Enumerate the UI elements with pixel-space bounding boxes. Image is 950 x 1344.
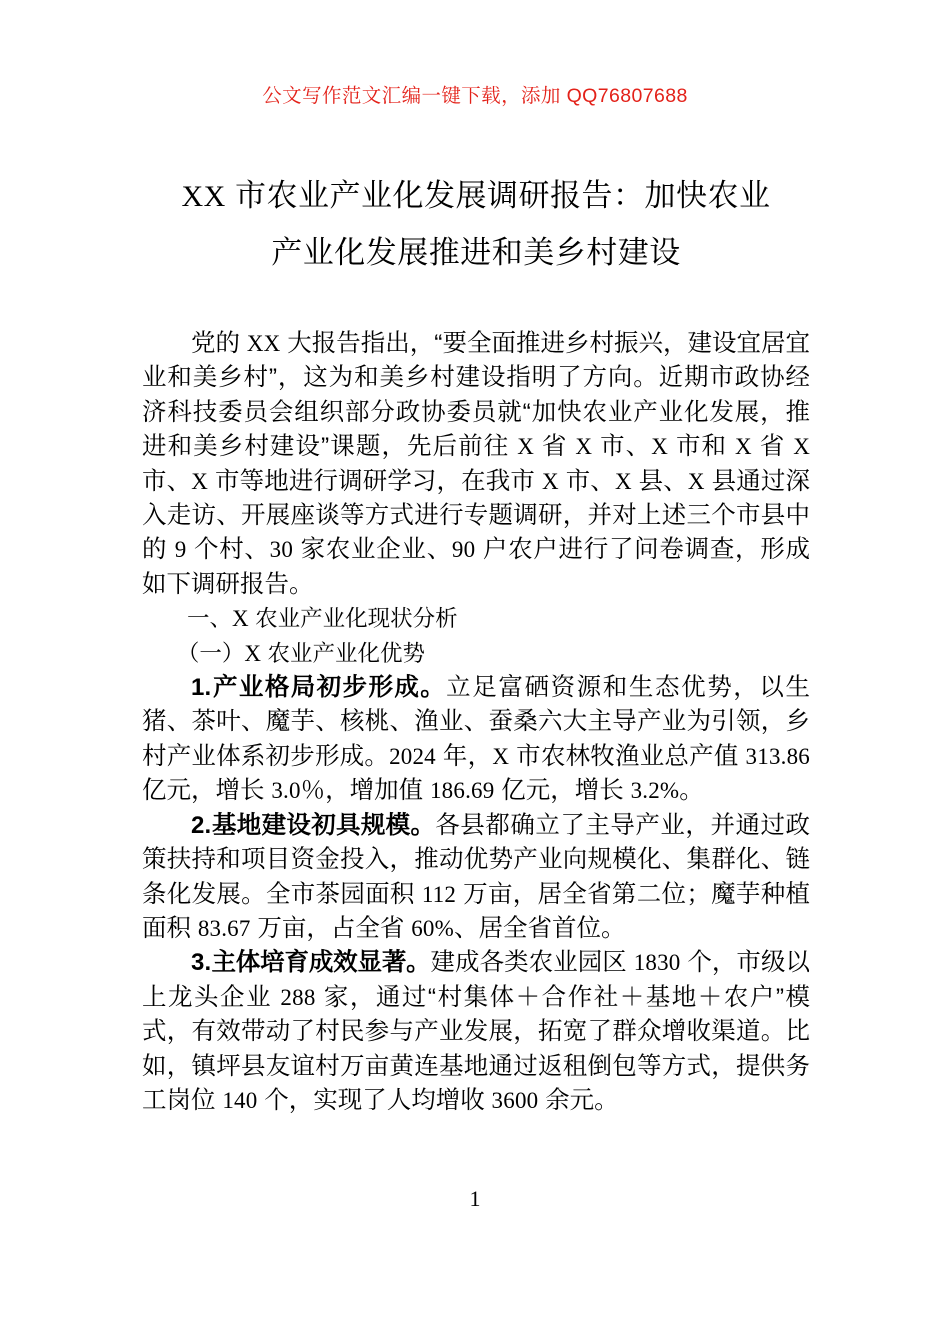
intro-seg-2: 大报告指出，“要全面推进乡村振兴，建设宜居宜业和美乡村”，这为和美乡村建设指明了方向。近期市政协经济科技委员会组织部分政协委员就“加快农业产业化发展，推进和美乡村建设”课题，先后前往 (142, 330, 810, 461)
page-title-latin-1: XX (181, 180, 226, 213)
intro-seg-7: 市、 (142, 467, 192, 495)
section-heading-2-text: 农业产业化优势 (261, 640, 425, 666)
intro-seg-14: 户农户进行了问卷调查，形成如下调研报告。 (142, 536, 811, 598)
item-3-body-seg-3: 家，通过“村集体＋合作社＋基地＋农户”模式，有效带动了村民参与产业发展，拓宽了群众增收渠道。比如，镇坪县友谊村万亩黄连基地通过返租倒包等方式，提供务工岗位 (142, 983, 811, 1114)
intro-latin-2: X (517, 434, 535, 460)
item-1-body-seg-2: 年， (435, 742, 493, 770)
intro-paragraph (142, 327, 810, 602)
item-3-body-seg-2: 个，市级以上龙头企业 (142, 949, 811, 1011)
section-heading-2-latin: X (244, 640, 262, 666)
item-3-body-seg-1: 建成各类农业园区 (430, 949, 634, 977)
intro-latin-8: X (541, 468, 559, 494)
intro-seg-1: 党的 (191, 330, 247, 357)
intro-latin-4: X (651, 434, 669, 460)
intro-seg-9: 市、 (558, 467, 615, 495)
intro-seg-5: 市和 (668, 433, 736, 461)
item-1-value-growth-2: 3.2% (630, 778, 680, 804)
item-3-value-jobs: 140 (222, 1087, 258, 1113)
item-2-body-seg-4: 、居全省首位。 (453, 914, 626, 942)
intro-latin-13: 90 (451, 537, 476, 563)
intro-latin-5: X (735, 434, 752, 460)
item-2-value-konjac-area: 83.67 (197, 915, 251, 941)
item-1-runin-text: 产业格局初步形成。 (211, 674, 447, 702)
item-2-runin-text: 基地建设初具规模。 (211, 811, 436, 839)
intro-latin-6: X (793, 434, 810, 460)
item-3-runin-text: 主体培育成效显著。 (211, 949, 431, 977)
item-1-year: 2024 (389, 743, 436, 769)
item-2-value-tea-area: 112 (421, 881, 457, 907)
section-heading-2-number: （一） (176, 640, 245, 666)
item-1-body-seg-5: ％，增加值 (300, 777, 430, 805)
item-3-runin-number: 3. (191, 949, 212, 977)
item-3-value-parks: 1830 (633, 950, 681, 976)
section-heading-1-latin: X (232, 606, 249, 632)
item-1-latin-x: X (492, 743, 510, 769)
page-title-line-1: 市农业产业化发展调研报告：加快农业 (225, 178, 771, 213)
intro-seg-10: 县、 (631, 467, 688, 495)
intro-seg-13: 家农业企业、 (293, 536, 452, 564)
intro-seg-8: 市等地进行调研学习，在我市 (208, 467, 542, 495)
item-1-value-output: 313.86 (745, 743, 810, 769)
item-2-runin-number: 2. (191, 811, 212, 839)
item-1-body-seg-1: 立足富硒资源和生态优势，以生猪、茶叶、魔芋、核桃、渔业、蚕桑六大主导产业为引领，乡村产业体系初步形成。 (142, 674, 810, 770)
item-1-body-seg-3: 市农林牧渔业总产值 (509, 742, 746, 770)
intro-latin-1: XX (246, 331, 281, 356)
intro-latin-3: X (575, 434, 593, 460)
intro-seg-4: 市、 (592, 433, 652, 461)
page-title-line-2: 产业化发展推进和美乡村建设 (271, 235, 681, 270)
item-1-runin-heading (191, 674, 446, 701)
item-3-value-income: 3600 (491, 1087, 539, 1113)
item-1-paragraph (142, 671, 810, 809)
intro-seg-11: 县通过深入走访、开展座谈等方式进行专题调研，并对上述三个市县中的 (142, 467, 811, 564)
page-number: 1 (469, 1186, 481, 1211)
document-body-column (142, 168, 810, 1118)
item-1-body-seg-7: 。 (679, 777, 704, 805)
item-1-runin-number: 1. (191, 674, 212, 702)
section-heading-1-text: 农业产业化现状分析 (248, 606, 458, 632)
item-1-body-seg-4: 亿元，增长 (142, 777, 272, 805)
item-2-body-seg-3: 万亩，占全省 (250, 914, 412, 942)
item-1-value-added: 186.69 (429, 778, 495, 804)
item-1-value-growth: 3.0 (271, 778, 301, 804)
intro-latin-11: 9 (174, 537, 187, 563)
item-3-body-seg-4: 个，实现了人均增收 (257, 1086, 492, 1114)
item-2-body-seg-2: 万亩，居全省第二位；魔芋种植面积 (142, 880, 810, 942)
item-3-paragraph (142, 946, 810, 1118)
intro-latin-7: X (191, 468, 209, 494)
item-2-runin-heading (191, 812, 435, 839)
intro-latin-10: X (687, 468, 705, 494)
intro-seg-6: 省 (751, 433, 794, 461)
section-heading-level-1 (142, 602, 810, 636)
intro-latin-12: 30 (269, 537, 294, 563)
page-title (142, 168, 810, 281)
item-3-runin-heading (191, 949, 431, 976)
item-3-value-enterprises: 288 (280, 984, 316, 1010)
promo-banner-text: 公文写作范文汇编一键下载，添加 QQ76807688 (262, 85, 688, 107)
section-heading-1-number: 一、 (187, 606, 233, 632)
intro-seg-3: 省 (534, 433, 576, 461)
item-2-value-province-share: 60% (411, 915, 454, 941)
title-spacer (142, 281, 810, 327)
section-heading-level-2 (142, 637, 810, 671)
item-2-paragraph (142, 809, 810, 947)
intro-seg-12: 个村、 (186, 536, 270, 564)
item-3-body-seg-5: 余元。 (538, 1086, 619, 1114)
intro-latin-9: X (614, 468, 632, 494)
item-1-body-seg-6: 亿元，增长 (494, 777, 631, 805)
item-2-body-seg-1: 各县都确立了主导产业，并通过政策扶持和项目资金投入，推动优势产业向规模化、集群化、链条化发展。全市茶园面积 (142, 811, 810, 908)
